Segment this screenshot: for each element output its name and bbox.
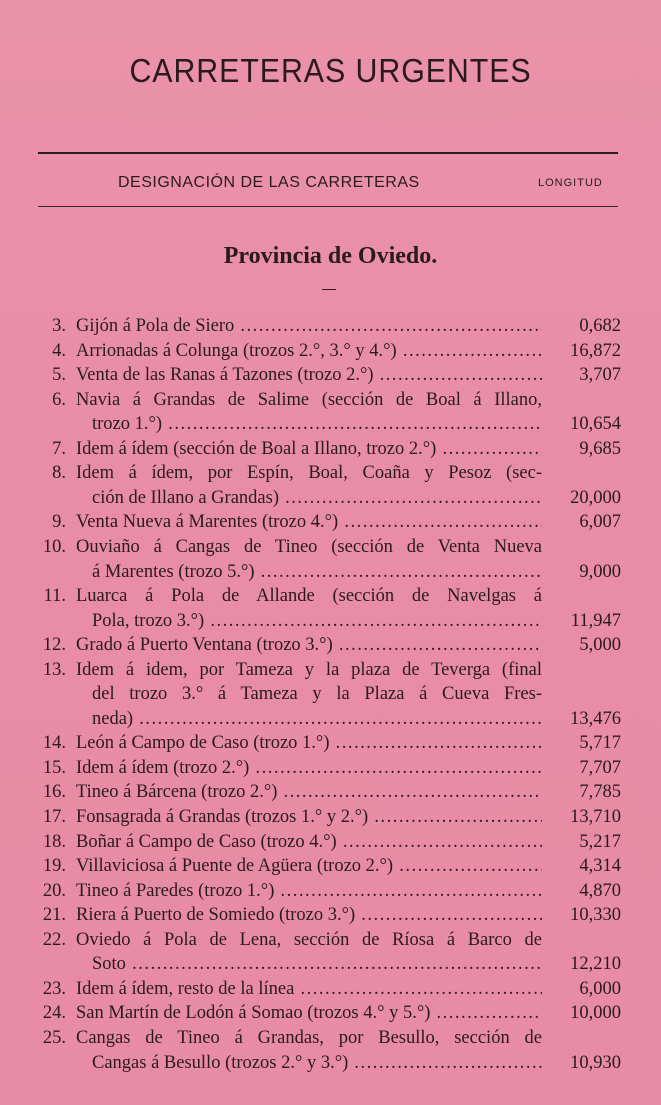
road-description bbox=[92, 488, 542, 509]
list-item-line bbox=[0, 807, 661, 831]
road-description bbox=[76, 905, 542, 926]
road-description bbox=[76, 782, 542, 803]
road-description bbox=[76, 512, 542, 533]
list-item-line bbox=[0, 341, 661, 365]
road-description bbox=[76, 1028, 542, 1052]
list-item-line bbox=[0, 537, 661, 561]
item-number: 5. bbox=[52, 365, 66, 385]
road-length: 6,007 bbox=[579, 512, 621, 532]
road-description bbox=[92, 1053, 542, 1074]
road-description-text: Boñar á Campo de Caso (trozo 4.°) ..... bbox=[76, 832, 542, 852]
road-length: 3,707 bbox=[579, 365, 621, 385]
road-description bbox=[92, 684, 542, 708]
list-item-line bbox=[0, 832, 661, 856]
list-item-line bbox=[0, 1053, 661, 1077]
header-rule-bottom bbox=[38, 206, 618, 207]
list-item-line bbox=[0, 586, 661, 610]
road-description-text: Idem á ídem (trozo 2.°) ..... bbox=[76, 758, 542, 778]
item-number: 21. bbox=[42, 905, 66, 925]
page-title: CARRETERAS URGENTES bbox=[129, 52, 532, 89]
list-item-line bbox=[0, 954, 661, 978]
list-item-line bbox=[0, 512, 661, 536]
road-length: 16,872 bbox=[570, 341, 621, 361]
road-description bbox=[76, 733, 542, 754]
road-description bbox=[92, 954, 542, 975]
list-item-line bbox=[0, 390, 661, 414]
item-number: 6. bbox=[52, 390, 66, 410]
road-length: 10,330 bbox=[570, 905, 621, 925]
road-description bbox=[76, 537, 542, 561]
road-description bbox=[76, 856, 542, 877]
road-length: 10,654 bbox=[570, 414, 621, 434]
road-length: 13,476 bbox=[570, 709, 621, 729]
road-description bbox=[92, 414, 542, 435]
list-item-line bbox=[0, 463, 661, 487]
road-description-text: Tineo á Paredes (trozo 1.°) ..... bbox=[76, 881, 542, 901]
item-number: 18. bbox=[42, 832, 66, 852]
list-item-line bbox=[0, 930, 661, 954]
item-number: 3. bbox=[52, 316, 66, 336]
road-description bbox=[76, 758, 542, 779]
list-item-line bbox=[0, 881, 661, 905]
road-length: 10,930 bbox=[570, 1053, 621, 1073]
road-length: 5,000 bbox=[579, 635, 621, 655]
list-item-line bbox=[0, 782, 661, 806]
list-item-line bbox=[0, 562, 661, 586]
road-description-text: Riera á Puerto de Somiedo (trozo 3.°) ..... bbox=[76, 905, 542, 925]
road-description-text: Cangas de Tineo á Grandas, por Besullo, sección de bbox=[76, 1028, 542, 1048]
road-description bbox=[76, 586, 542, 610]
item-number: 13. bbox=[42, 660, 66, 680]
road-description-text: Navia á Grandas de Salime (sección de Boal á Illano, bbox=[76, 390, 542, 410]
item-number: 15. bbox=[42, 758, 66, 778]
road-length: 9,685 bbox=[579, 439, 621, 459]
list-item-line bbox=[0, 488, 661, 512]
road-description-text: Villaviciosa á Puente de Agüera (trozo 2.°) ..... bbox=[76, 856, 542, 876]
item-number: 19. bbox=[42, 856, 66, 876]
list-item-line bbox=[0, 316, 661, 340]
road-description-text: Tineo á Bárcena (trozo 2.°) ..... bbox=[76, 782, 542, 802]
road-description-text: Idem á ídem, resto de la línea ..... bbox=[76, 979, 542, 999]
item-number: 10. bbox=[42, 537, 66, 557]
list-item-line bbox=[0, 365, 661, 389]
item-number: 12. bbox=[42, 635, 66, 655]
road-description-text: Oviedo á Pola de Lena, sección de Ríosa á Barco de bbox=[76, 930, 542, 950]
road-length: 11,947 bbox=[570, 611, 621, 631]
item-number: 4. bbox=[52, 341, 66, 361]
road-description-text: Idem á idem, por Tameza y la plaza de Teverga (final bbox=[76, 660, 542, 680]
road-description-text: Idem á ídem (sección de Boal a Illano, trozo 2.°) ..... bbox=[76, 439, 542, 459]
road-description-text: Pola, trozo 3.°) ..... bbox=[92, 611, 542, 631]
list-item-line bbox=[0, 733, 661, 757]
item-number: 24. bbox=[42, 1003, 66, 1023]
road-description bbox=[92, 562, 542, 583]
road-length: 13,710 bbox=[570, 807, 621, 827]
road-length: 20,000 bbox=[570, 488, 621, 508]
list-item-line bbox=[0, 660, 661, 684]
list-item-line bbox=[0, 1003, 661, 1027]
list-item-line bbox=[0, 635, 661, 659]
road-description bbox=[76, 660, 542, 684]
item-number: 23. bbox=[42, 979, 66, 999]
item-number: 22. bbox=[42, 930, 66, 950]
road-length: 5,717 bbox=[579, 733, 621, 753]
road-length: 12,210 bbox=[570, 954, 621, 974]
road-length: 7,785 bbox=[579, 782, 621, 802]
road-length: 4,870 bbox=[579, 881, 621, 901]
road-description bbox=[76, 1003, 542, 1024]
road-description-text: Idem á ídem, por Espín, Boal, Coaña y Pesoz (sec- bbox=[76, 463, 542, 483]
road-description-text: Ouviaño á Cangas de Tineo (sección de Venta Nueva bbox=[76, 537, 542, 557]
road-description-text: Soto ..... bbox=[92, 954, 542, 974]
column-header-designation: DESIGNACIÓN DE LAS CARRETERAS bbox=[118, 174, 420, 191]
list-item-line bbox=[0, 439, 661, 463]
list-item-line bbox=[0, 611, 661, 635]
road-description-text: Venta Nueva á Marentes (trozo 4.°) ..... bbox=[76, 512, 542, 532]
section-divider bbox=[322, 289, 336, 290]
road-description-text: Venta de las Ranas á Tazones (trozo 2.°) ..... bbox=[76, 365, 542, 385]
item-number: 8. bbox=[52, 463, 66, 483]
road-description bbox=[76, 439, 542, 460]
road-description bbox=[76, 463, 542, 487]
item-number: 14. bbox=[42, 733, 66, 753]
road-description bbox=[76, 881, 542, 902]
list-item-line bbox=[0, 414, 661, 438]
column-header-length: LONGITUD bbox=[538, 177, 603, 189]
road-description bbox=[76, 390, 542, 414]
list-item-line bbox=[0, 684, 661, 708]
list-item-line bbox=[0, 709, 661, 733]
item-number: 25. bbox=[42, 1028, 66, 1048]
list-item-line bbox=[0, 905, 661, 929]
road-description-text: Grado á Puerto Ventana (trozo 3.°) ..... bbox=[76, 635, 542, 655]
item-number: 20. bbox=[42, 881, 66, 901]
road-description bbox=[76, 341, 542, 362]
road-length: 0,682 bbox=[579, 316, 621, 336]
road-description-text: Arrionadas á Colunga (trozos 2.°, 3.° y 4.°) ..... bbox=[76, 341, 542, 361]
road-length: 9,000 bbox=[579, 562, 621, 582]
road-description bbox=[76, 807, 542, 828]
road-description bbox=[92, 709, 542, 730]
road-length: 7,707 bbox=[579, 758, 621, 778]
road-description-text: Cangas á Besullo (trozos 2.° y 3.°) ..... bbox=[92, 1053, 542, 1073]
road-description-text: ción de Illano a Grandas) ..... bbox=[92, 488, 542, 508]
item-number: 17. bbox=[42, 807, 66, 827]
road-description-text: neda) ..... bbox=[92, 709, 542, 729]
road-description-text: Gijón á Pola de Siero ..... bbox=[76, 316, 542, 336]
road-length: 6,000 bbox=[579, 979, 621, 999]
section-heading: Provincia de Oviedo. bbox=[223, 243, 438, 269]
road-description-text: San Martín de Lodón á Somao (trozos 4.° y 5.°) ..... bbox=[76, 1003, 542, 1023]
road-description-text: del trozo 3.° á Tameza y la Plaza á Cueva Fres- bbox=[92, 684, 542, 704]
road-description-text: León á Campo de Caso (trozo 1.°) ..... bbox=[76, 733, 542, 753]
road-length: 5,217 bbox=[579, 832, 621, 852]
road-description bbox=[76, 365, 542, 386]
header-rule-top bbox=[38, 152, 618, 154]
road-description bbox=[76, 930, 542, 954]
list-item-line bbox=[0, 856, 661, 880]
road-description-text: á Marentes (trozo 5.°) ..... bbox=[92, 562, 542, 582]
item-number: 11. bbox=[43, 586, 66, 606]
road-description-text: trozo 1.°) ..... bbox=[92, 414, 542, 434]
road-length: 4,314 bbox=[579, 856, 621, 876]
item-number: 7. bbox=[52, 439, 66, 459]
road-description bbox=[76, 635, 542, 656]
road-description-text: Luarca á Pola de Allande (sección de Navelgas á bbox=[76, 586, 542, 606]
list-item-line bbox=[0, 1028, 661, 1052]
road-length: 10,000 bbox=[570, 1003, 621, 1023]
road-description bbox=[92, 611, 542, 632]
list-item-line bbox=[0, 758, 661, 782]
road-description-text: Fonsagrada á Grandas (trozos 1.° y 2.°) ..... bbox=[76, 807, 542, 827]
road-description bbox=[76, 979, 542, 1000]
road-description bbox=[76, 316, 542, 337]
item-number: 16. bbox=[42, 782, 66, 802]
road-description bbox=[76, 832, 542, 853]
item-number: 9. bbox=[52, 512, 66, 532]
list-item-line bbox=[0, 979, 661, 1003]
